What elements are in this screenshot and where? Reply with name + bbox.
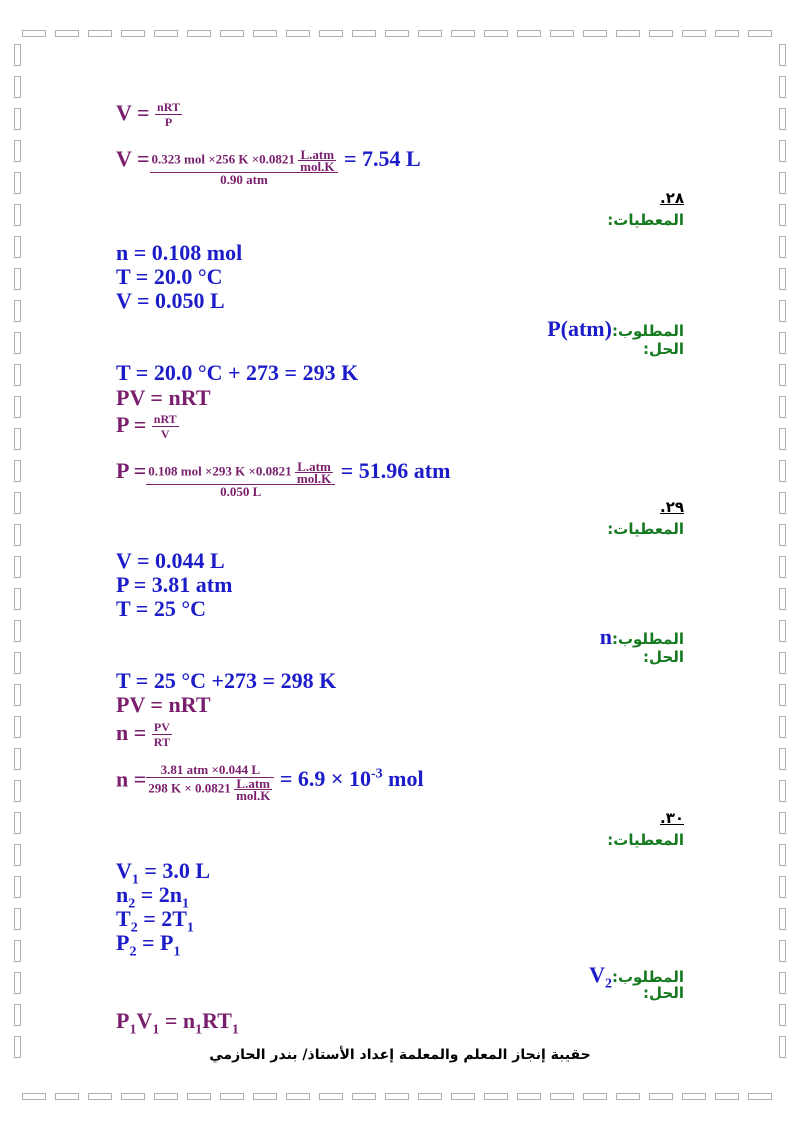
result-exponent: -3 [370,767,383,782]
border-dash [14,396,21,418]
border-dash [779,876,786,898]
denominator: P [164,115,173,130]
border-dash [451,1093,475,1100]
border-dash [88,30,112,37]
given-v1: $V_1 = 3.0$ L [116,858,211,888]
denominator: RT [153,735,171,750]
required-value: $V_2$ [589,962,612,992]
border-dash [154,30,178,37]
step-n-formula [116,720,172,749]
border-dash [583,1093,607,1100]
border-dash [14,716,21,738]
border-dash [779,748,786,770]
border-dash [779,204,786,226]
calc-numerator [146,461,335,485]
border-dash [352,30,376,37]
step-ideal-gas-law: PV = nRT [116,385,211,410]
border-dash [14,492,21,514]
given-label: المعطيات: [607,520,684,538]
unit-numerator: L.atm [298,149,336,161]
formula-lhs: V = [116,100,156,125]
border-dash [779,812,786,834]
given-t2: $T_2 = 2T_1$ [116,906,194,936]
border-dash [14,748,21,770]
formula-lhs: n = [116,720,152,745]
border-dash [14,140,21,162]
calc-numerator-text: 0.108 mol ×293 K ×0.0821 [148,463,295,479]
border-dash [779,76,786,98]
given-t: T = 25 °C [116,596,206,621]
border-dash [779,844,786,866]
border-dash [55,30,79,37]
border-dash [748,1093,772,1100]
border-dash [682,1093,706,1100]
calc-result [274,766,423,791]
border-dash [550,30,574,37]
border-dash [779,364,786,386]
solution-label: الحل: [643,340,684,358]
border-dash [779,588,786,610]
border-dash [253,1093,277,1100]
calc-numerator [150,149,339,173]
border-dash [14,940,21,962]
border-dash [352,1093,376,1100]
required-label: المطلوب: [611,630,684,648]
border-dash [715,30,739,37]
border-dash [14,556,21,578]
border-dash [121,1093,145,1100]
border-dash [286,1093,310,1100]
border-dash [779,396,786,418]
page-footer: حقيبة إنجاز المعلم والمعلمة إعداد الأستاذ/ بندر الحازمي [209,1047,591,1063]
border-dash [55,1093,79,1100]
border-dash [779,1004,786,1026]
border-dash [22,1093,46,1100]
question-number: .٣٠ [659,809,684,827]
solution-label: الحل: [643,984,684,1002]
calculation-v [116,146,421,187]
formula-v-nrt-over-p [116,100,182,129]
border-dash [779,332,786,354]
border-dash [418,30,442,37]
border-dash [14,652,21,674]
border-dash [779,780,786,802]
given-n: n = 0.108 mol [116,240,243,265]
given-p2: $P_2 = P_1$ [116,930,181,960]
calc-fraction [150,149,339,187]
border-dash [14,76,21,98]
given-v: V = 0.050 L [116,288,225,313]
border-dash [715,1093,739,1100]
border-dash [779,652,786,674]
border-dash [616,1093,640,1100]
border-dash [253,30,277,37]
border-dash [779,620,786,642]
calc-denominator [146,775,274,803]
fraction [155,100,182,129]
border-dash [14,524,21,546]
border-dash [14,364,21,386]
unit-denominator: mol.K [300,159,335,174]
border-dash [14,876,21,898]
border-dash [779,908,786,930]
fraction [152,720,172,749]
border-dash [14,172,21,194]
calc-denominator: 0.90 atm [220,172,268,187]
border-dash [14,300,21,322]
fraction [152,412,179,441]
given-p: P = 3.81 atm [116,572,233,597]
step-temperature-kelvin: T = 25 °C +273 = 298 K [116,668,337,693]
border-dash [14,812,21,834]
required-label: المطلوب: [611,322,684,340]
border-dash [385,1093,409,1100]
border-dash [14,332,21,354]
border-dash [779,428,786,450]
calc-numerator: 3.81 atm ×0.044 L [146,763,274,778]
border-dash [14,844,21,866]
border-dash [484,1093,508,1100]
border-dash [187,1093,211,1100]
calc-denominator-text: 298 K × 0.0821 [148,780,235,796]
border-dash [451,30,475,37]
given-v: V = 0.044 L [116,548,225,573]
border-dash [319,30,343,37]
border-dash [14,236,21,258]
question-number: .٢٨ [659,189,684,207]
calculation-n [116,762,424,801]
border-dash [154,1093,178,1100]
numerator: nRT [153,412,177,427]
border-dash [220,1093,244,1100]
unit-fraction [298,149,336,172]
calc-fraction [146,461,335,499]
calc-lhs: P = [116,458,147,483]
border-dash [14,684,21,706]
border-dash [14,780,21,802]
step-ideal-gas-state1: $P_1V_1 = n_1RT_1$ [116,1008,239,1038]
border-dash [14,268,21,290]
unit-numerator: L.atm [295,461,333,473]
border-dash [616,30,640,37]
border-dash [220,30,244,37]
solution-label: الحل: [643,648,684,666]
calc-lhs: V = [116,146,150,171]
border-dash [187,30,211,37]
border-dash [779,172,786,194]
calc-result: = 7.54 L [338,146,421,171]
border-dash [22,30,46,37]
border-dash [14,588,21,610]
formula-lhs: P = [116,412,152,437]
border-dash [121,30,145,37]
calc-fraction [146,763,274,801]
border-dash [583,30,607,37]
required-label: المطلوب: [611,968,684,986]
result-mantissa: = 6.9 × 10 [274,766,371,792]
border-dash [748,30,772,37]
border-dash [286,30,310,37]
border-dash [649,30,673,37]
border-dash [14,460,21,482]
border-dash [779,140,786,162]
calc-numerator-text: 0.323 mol ×256 K ×0.0821 [151,151,299,167]
unit-denominator: mol.K [236,787,271,803]
border-dash [418,1093,442,1100]
border-dash [14,620,21,642]
given-label: المعطيات: [607,211,684,229]
given-t: T = 20.0 °C [116,264,223,289]
border-dash [649,1093,673,1100]
border-dash [779,972,786,994]
border-dash [779,268,786,290]
border-dash [779,44,786,66]
given-label: المعطيات: [607,831,684,849]
border-dash [550,1093,574,1100]
border-dash [14,428,21,450]
border-dash [517,1093,541,1100]
border-dash [14,908,21,930]
border-dash [779,940,786,962]
border-dash [14,44,21,66]
unit-fraction [234,775,272,803]
border-dash [779,236,786,258]
border-dash [517,30,541,37]
required-value: n [599,624,612,649]
unit-denominator: mol.K [296,471,332,486]
step-ideal-gas-law: PV = nRT [116,692,211,717]
border-dash [779,460,786,482]
border-dash [682,30,706,37]
border-dash [779,492,786,514]
step-p-formula [116,412,179,441]
question-number: .٢٩ [659,498,684,516]
unit-fraction [295,461,333,484]
border-dash [88,1093,112,1100]
calc-denominator: 0.050 L [220,484,262,499]
border-dash [779,684,786,706]
border-dash [779,556,786,578]
denominator: V [160,427,170,442]
border-dash [779,300,786,322]
border-dash [14,108,21,130]
border-dash [319,1093,343,1100]
border-dash [385,30,409,37]
calc-result: = 51.96 atm [335,458,451,483]
required-value: P(atm) [547,316,612,341]
result-unit: mol [382,766,424,792]
border-dash [484,30,508,37]
border-dash [779,524,786,546]
border-dash [779,108,786,130]
calculation-p [116,458,450,499]
border-dash [14,204,21,226]
border-dash [14,1004,21,1026]
calc-lhs: n = [116,766,147,792]
unit-numerator: L.atm [234,778,272,790]
border-dash [779,716,786,738]
border-dash [14,972,21,994]
step-temperature-kelvin: T = 20.0 °C + 273 = 293 K [116,360,359,385]
given-n2: $n_2 = 2n_1$ [116,882,190,912]
numerator: nRT [157,100,180,115]
numerator: PV [152,720,172,735]
